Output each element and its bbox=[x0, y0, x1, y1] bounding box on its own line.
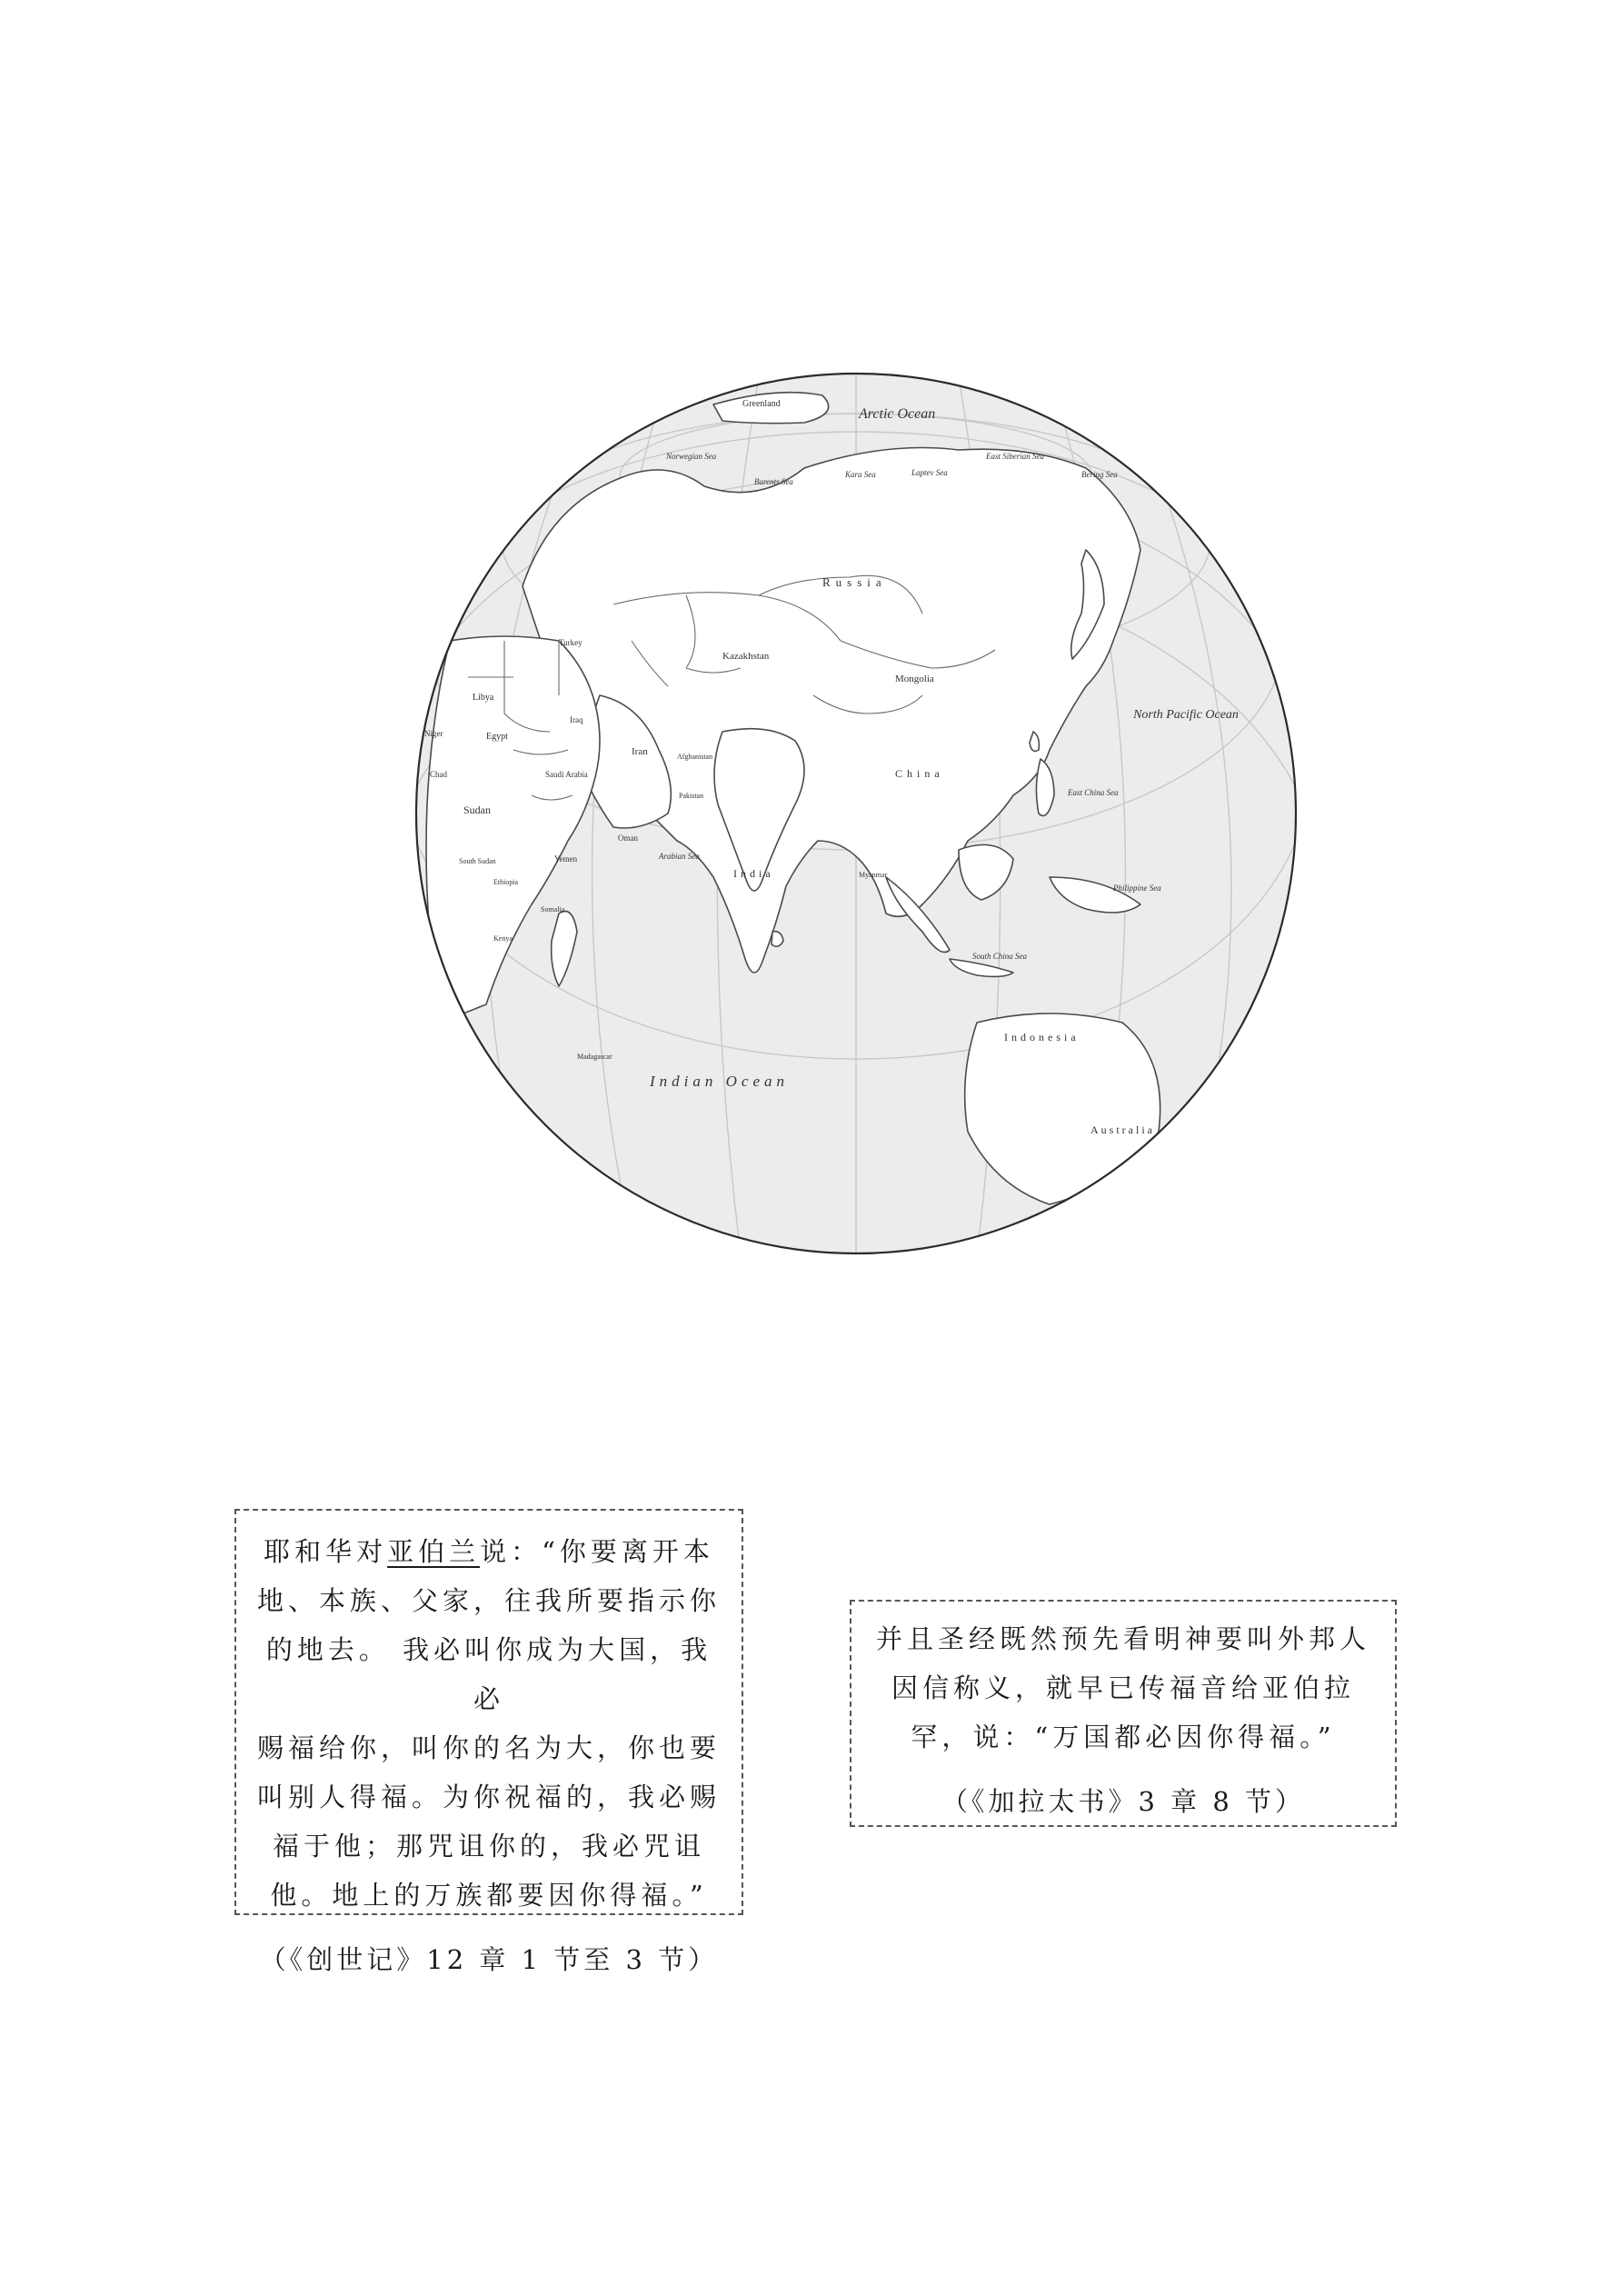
genesis-verse-line: 福于他；那咒诅你的，我必咒诅 bbox=[272, 1831, 705, 1862]
genesis-verse-line: 的地去。 我必叫你成为大国，我必 bbox=[265, 1634, 712, 1714]
label-afghanistan: Afghanistan bbox=[677, 753, 713, 761]
abram-name: 亚伯兰 bbox=[387, 1536, 481, 1567]
label-china: China bbox=[895, 767, 944, 780]
label-north-pacific-ocean: North Pacific Ocean bbox=[1133, 708, 1239, 722]
quote-box-genesis bbox=[234, 1509, 743, 1975]
genesis-reference: （《创世记》12 章 1 节至 3 节） bbox=[259, 1944, 719, 1975]
genesis-verse-line: 耶和华对亚伯兰说：“你要离开本 bbox=[264, 1536, 714, 1567]
label-laptev-sea: Laptev Sea bbox=[911, 468, 948, 477]
label-yemen: Yemen bbox=[554, 854, 578, 863]
label-arctic-ocean: Arctic Ocean bbox=[859, 406, 936, 422]
label-indian-ocean: Indian Ocean bbox=[650, 1073, 790, 1090]
label-greenland: Greenland bbox=[742, 399, 781, 409]
label-iran: Iran bbox=[632, 746, 648, 757]
label-philippine-sea: Philippine Sea bbox=[1113, 883, 1161, 893]
label-barents-sea: Barents Sea bbox=[754, 477, 793, 486]
label-mongolia: Mongolia bbox=[895, 674, 934, 684]
label-south-sudan: South Sudan bbox=[459, 857, 496, 865]
label-pakistan: Pakistan bbox=[679, 792, 704, 800]
label-libya: Libya bbox=[473, 693, 494, 703]
label-chad: Chad bbox=[430, 770, 447, 779]
label-east-siberian-sea: East Siberian Sea bbox=[986, 452, 1044, 461]
galatians-verse-line: 因信称义，就早已传福音给亚伯拉 bbox=[891, 1672, 1355, 1703]
label-somalia: Somalia bbox=[541, 905, 565, 913]
label-india: India bbox=[733, 867, 774, 880]
label-russia: Russia bbox=[822, 575, 887, 589]
label-saudi-arabia: Saudi Arabia bbox=[545, 770, 588, 779]
label-bering-sea: Bering Sea bbox=[1081, 470, 1118, 479]
label-iraq: Iraq bbox=[570, 715, 583, 724]
label-kenya: Kenya bbox=[493, 934, 513, 943]
label-turkey: Turkey bbox=[559, 638, 582, 647]
label-arabian-sea: Arabian Sea bbox=[659, 852, 700, 861]
label-kazakhstan: Kazakhstan bbox=[722, 651, 770, 662]
galatians-verse-line: 罕，说：“万国都必因你得福。” bbox=[911, 1722, 1336, 1752]
label-madagascar: Madagascar bbox=[577, 1053, 612, 1061]
genesis-verse-line: 赐福给你，叫你的名为大，你也要 bbox=[256, 1732, 721, 1763]
label-east-china-sea: East China Sea bbox=[1068, 788, 1119, 797]
genesis-verse-line: 地、本族、父家，往我所要指示你 bbox=[256, 1585, 721, 1616]
label-niger: Niger bbox=[424, 729, 443, 738]
galatians-reference: （《加拉太书》3 章 8 节） bbox=[941, 1786, 1306, 1817]
label-myanmar: Myanmar bbox=[859, 871, 888, 879]
label-ethiopia: Ethiopia bbox=[493, 878, 519, 886]
label-australia: Australia bbox=[1090, 1123, 1155, 1136]
genesis-verse-line: 他。地上的万族都要因你得福。” bbox=[270, 1880, 708, 1911]
label-south-china-sea: South China Sea bbox=[972, 952, 1027, 961]
globe-map bbox=[413, 368, 1299, 1259]
genesis-verse-line: 叫别人得福。为你祝福的，我必赐 bbox=[256, 1782, 721, 1812]
label-kara-sea: Kara Sea bbox=[845, 470, 876, 479]
label-norwegian-sea: Norwegian Sea bbox=[666, 452, 717, 461]
label-indonesia: Indonesia bbox=[1004, 1031, 1080, 1043]
galatians-verse-line: 并且圣经既然预先看明神要叫外邦人 bbox=[875, 1623, 1370, 1654]
quote-box-galatians bbox=[850, 1600, 1397, 1827]
label-egypt: Egypt bbox=[486, 732, 508, 742]
label-sudan: Sudan bbox=[463, 804, 491, 816]
label-oman: Oman bbox=[618, 834, 638, 843]
